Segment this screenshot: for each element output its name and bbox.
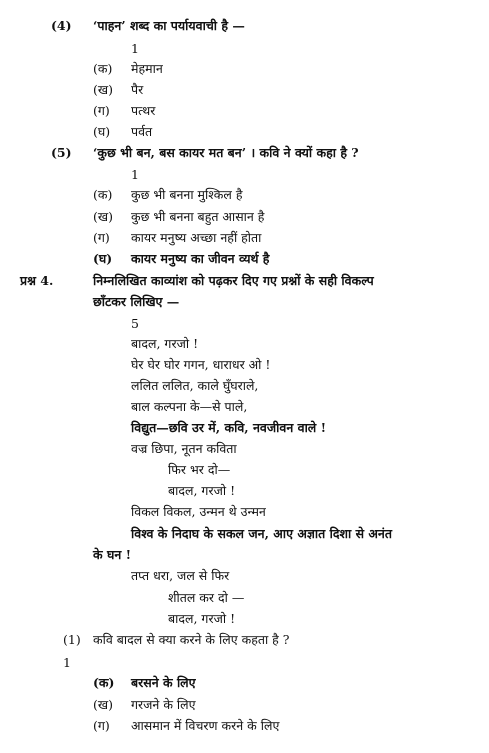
question-4-number: (4) — [51, 18, 72, 33]
sub1-option-text: आसमान में विचरण करने के लिए — [131, 718, 280, 733]
q4-option-key: (घ) — [93, 124, 111, 139]
poem-line: विद्युत—छवि उर में, कवि, नवजीवन वाले ! — [131, 420, 327, 435]
sub1-option-text: बरसने के लिए — [131, 675, 196, 690]
q4-option-text: पत्थर — [131, 103, 156, 118]
poem-line: विकल विकल, उन्मन थे उन्मन — [131, 504, 266, 519]
poem-line: शीतल कर दो — — [168, 590, 245, 605]
q5-option-text: कायर मनुष्य अच्छा नहीं होता — [131, 230, 262, 245]
q4-option-text: पर्वत — [131, 124, 153, 139]
poem-line: के घन ! — [93, 547, 132, 562]
poem-line: विश्व के निदाघ के सकल जन, आए अज्ञात दिशा से अनंत — [131, 526, 392, 541]
q4-option-key: (ग) — [93, 103, 110, 118]
question-block-instruction-cont: छाँटकर लिखिए — — [93, 294, 180, 309]
q5-option-key: (क) — [93, 187, 113, 202]
q5-option-key: (ग) — [93, 230, 110, 245]
question-4-text: ‘पाहन’ शब्द का पर्यायवाची है — — [93, 18, 245, 33]
subquestion-1-marks: 1 — [63, 655, 71, 670]
question-block-instruction: निम्नलिखित काव्यांश को पढ़कर दिए गए प्रश्नों के सही विकल्प — [93, 273, 374, 288]
question-5-marks: 1 — [131, 167, 139, 182]
poem-line: घेर घेर घोर गगन, धाराधर ओ ! — [131, 357, 271, 372]
poem-line: बादल, गरजो ! — [168, 611, 236, 626]
question-5-number: (5) — [51, 145, 72, 160]
q5-option-text: कुछ भी बनना मुश्किल है — [131, 187, 243, 202]
poem-line: फिर भर दो— — [168, 462, 231, 477]
question-4-marks: 1 — [131, 41, 139, 56]
q4-option-text: पैर — [131, 82, 144, 97]
poem-line: ललित ललित, काले घुँघराले, — [131, 378, 259, 393]
poem-line: बादल, गरजो ! — [131, 336, 199, 351]
q5-option-text: कुछ भी बनना बहुत आसान है — [131, 209, 265, 224]
q4-option-key: (ख) — [93, 82, 113, 97]
q5-option-key: (ख) — [93, 209, 113, 224]
poem-line: तप्त धरा, जल से फिर — [131, 568, 230, 583]
subquestion-1-text: कवि बादल से क्या करने के लिए कहता है ? — [93, 632, 290, 647]
q4-option-key: (क) — [93, 61, 113, 76]
sub1-option-key: (ख) — [93, 697, 113, 712]
question-5-text: ‘कुछ भी बन, बस कायर मत बन’ । कवि ने क्यों कहा है ? — [93, 145, 359, 160]
poem-line: बादल, गरजो ! — [168, 483, 236, 498]
subquestion-1-number: (1) — [63, 632, 81, 647]
poem-line: वज्र छिपा, नूतन कविता — [131, 441, 237, 456]
poem-line: बाल कल्पना के—से पाले, — [131, 399, 248, 414]
question-block-label: प्रश्न 4. — [20, 273, 54, 288]
q5-option-text: कायर मनुष्य का जीवन व्यर्थ है — [131, 251, 270, 266]
sub1-option-key: (क) — [93, 675, 115, 690]
sub1-option-text: गरजने के लिए — [131, 697, 196, 712]
q4-option-text: मेहमान — [131, 61, 163, 76]
sub1-option-key: (ग) — [93, 718, 110, 733]
question-block-marks: 5 — [131, 316, 139, 331]
q5-option-key: (घ) — [93, 251, 113, 266]
